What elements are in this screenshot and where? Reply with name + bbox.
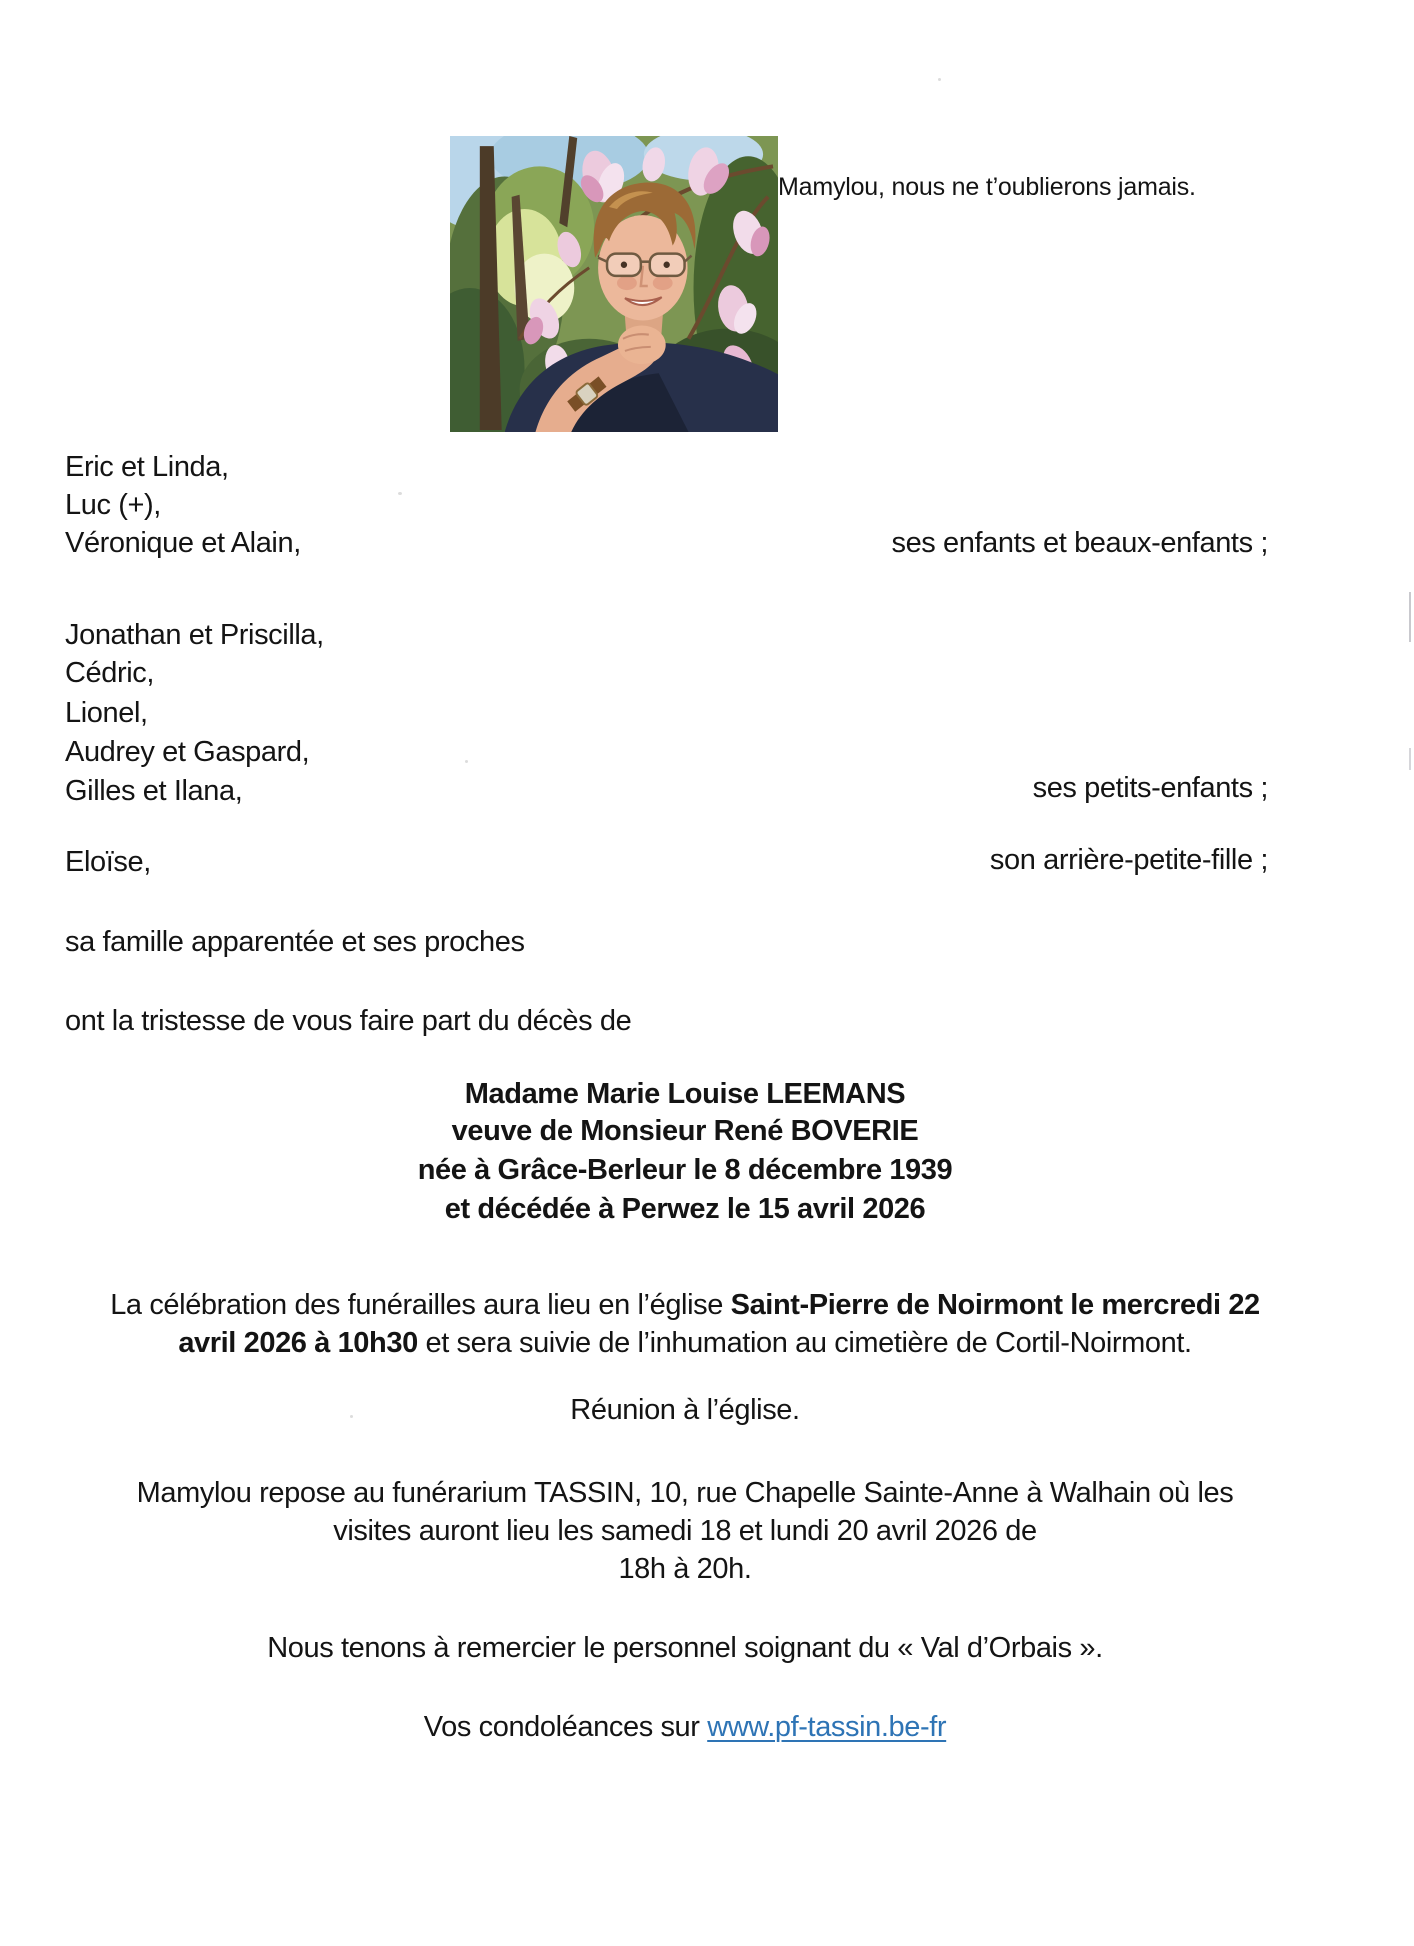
portrait-photo-image — [450, 136, 778, 432]
relative-line-jonathan: Jonathan et Priscilla, — [65, 619, 324, 651]
scan-artifact — [398, 492, 402, 495]
scan-artifact — [938, 78, 941, 81]
deceased-birth-line: née à Grâce-Berleur le 8 décembre 1939 — [417, 1154, 953, 1186]
meeting-line: Réunion à l’église. — [570, 1394, 800, 1426]
ceremony-line1-bold: Saint-Pierre de Noirmont le mercredi 22 — [730, 1289, 1260, 1321]
family-line: sa famille apparentée et ses proches — [65, 926, 525, 958]
children-label: ses enfants et beaux-enfants ; — [891, 527, 1268, 559]
portrait-photo — [450, 136, 778, 432]
photo-caption: Mamylou, nous ne t’oublierons jamais. — [778, 173, 1196, 201]
announce-line: ont la tristesse de vous faire part du décès de — [65, 1005, 632, 1037]
great-grandchild-label: son arrière-petite-fille ; — [989, 844, 1268, 876]
relative-line-eric: Eric et Linda, — [65, 451, 229, 483]
visitation-line-1: Mamylou repose au funérarium TASSIN, 10, rue Chapelle Sainte-Anne à Walhain où les — [136, 1477, 1234, 1509]
ceremony-line-2 — [0, 1324, 1370, 1362]
grandchildren-label: ses petits-enfants ; — [1032, 772, 1268, 804]
visitation-line-3: 18h à 20h. — [618, 1553, 752, 1585]
relative-line-veronique: Véronique et Alain, — [65, 527, 301, 559]
condolences-prefix: Vos condoléances sur — [423, 1711, 708, 1743]
relative-line-lionel: Lionel, — [65, 697, 148, 729]
ceremony-line1-normal: La célébration des funérailles aura lieu en l’église — [110, 1289, 731, 1321]
ceremony-line-1 — [0, 1286, 1370, 1324]
deceased-death-line: et décédée à Perwez le 15 avril 2026 — [444, 1193, 926, 1225]
relative-line-eloise: Eloïse, — [65, 846, 151, 878]
relative-line-luc: Luc (+), — [65, 489, 161, 521]
deceased-widow-line: veuve de Monsieur René BOVERIE — [451, 1115, 919, 1147]
ceremony-line2-bold: avril 2026 à 10h30 — [178, 1327, 418, 1359]
relative-line-audrey: Audrey et Gaspard, — [65, 736, 310, 768]
thanks-line: Nous tenons à remercier le personnel soignant du « Val d’Orbais ». — [267, 1632, 1103, 1664]
ceremony-line2-normal: et sera suivie de l’inhumation au cimetière de Cortil-Noirmont. — [417, 1327, 1192, 1359]
condolences-line — [0, 1708, 1370, 1746]
deceased-name: Madame Marie Louise LEEMANS — [464, 1078, 906, 1110]
scan-artifact — [465, 760, 468, 763]
visitation-line-2: visites auront lieu les samedi 18 et lundi 20 avril 2026 de — [333, 1515, 1037, 1547]
relative-line-cedric: Cédric, — [65, 657, 155, 689]
condolences-link[interactable]: www.pf-tassin.be-fr — [707, 1711, 947, 1743]
scan-artifact — [1409, 748, 1411, 770]
scan-artifact — [350, 1415, 353, 1418]
relative-line-gilles: Gilles et Ilana, — [65, 775, 243, 807]
scan-artifact — [1409, 592, 1411, 642]
